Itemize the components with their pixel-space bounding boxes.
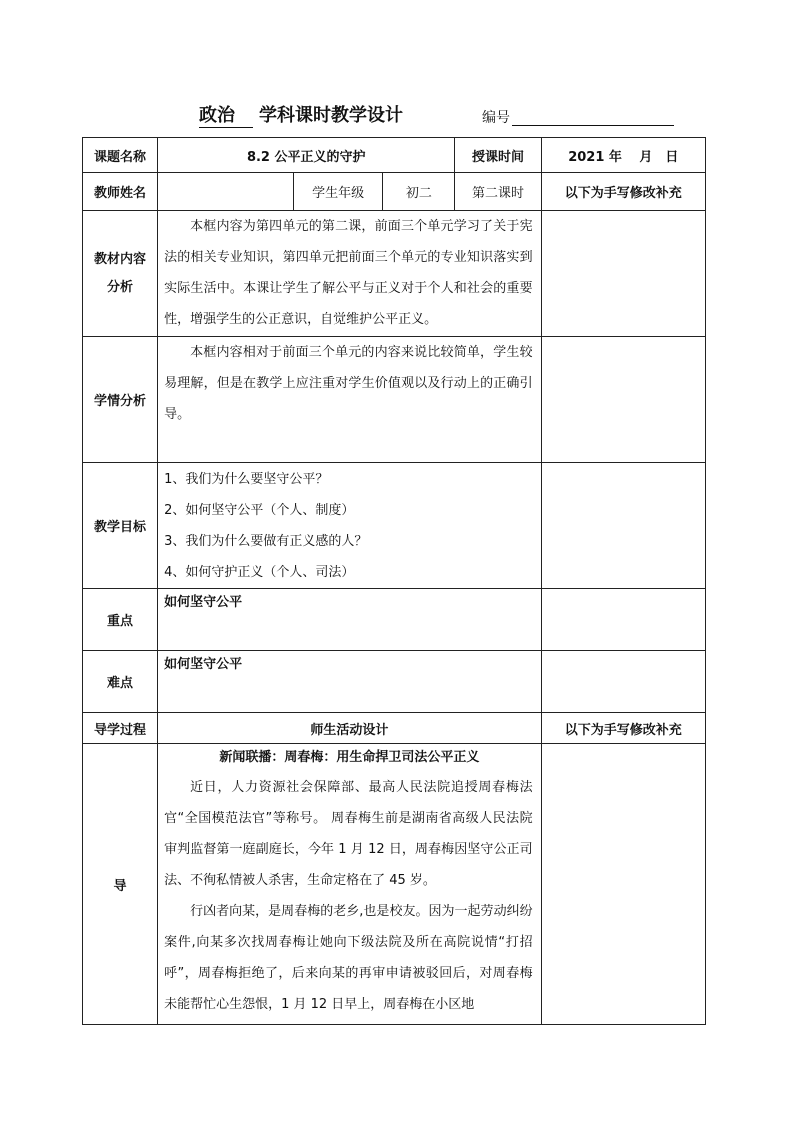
table-row bbox=[83, 744, 706, 1025]
key-point-label: 重点 bbox=[83, 589, 158, 651]
topic-value: 8.2 公平正义的守护 bbox=[158, 138, 455, 173]
number-label: 编号 bbox=[482, 110, 510, 126]
learner-analysis-cell bbox=[158, 337, 542, 463]
supplement-label: 以下为手写修改补充 bbox=[541, 173, 705, 211]
process-supplement-label: 以下为手写修改补充 bbox=[541, 713, 705, 744]
textbook-label-line1: 教材内容 bbox=[94, 251, 147, 267]
time-value: 2021 年 月 日 bbox=[541, 138, 705, 173]
difficulty-cell bbox=[158, 651, 542, 713]
grade-label: 学生年级 bbox=[294, 173, 383, 211]
table-row bbox=[83, 651, 706, 713]
grade-value: 初二 bbox=[383, 173, 455, 211]
table-row bbox=[83, 173, 706, 211]
key-point-text: 如何坚守公平 bbox=[164, 595, 243, 610]
table-row bbox=[83, 211, 706, 337]
goals-supplement-cell bbox=[541, 463, 705, 589]
goals-cell bbox=[158, 463, 542, 589]
difficulty-label: 难点 bbox=[83, 651, 158, 713]
intro-label: 导 bbox=[83, 744, 158, 1025]
table-row bbox=[83, 589, 706, 651]
difficulty-supplement-cell bbox=[541, 651, 705, 713]
goal-item: 1、我们为什么要坚守公平？ bbox=[164, 471, 329, 487]
document-header bbox=[0, 103, 794, 133]
document-title: 学科课时教学设计 bbox=[259, 105, 403, 126]
table-row bbox=[83, 713, 706, 744]
key-point-cell bbox=[158, 589, 542, 651]
news-paragraph-2: 行凶者向某，是周春梅的老乡,也是校友。因为一起劳动纠纷案件,向某多次找周春梅让她向下级法院及所在高院说情“打招呼”，周春梅拒绝了，后来向某的再审申请被驳回后，对周春梅未能帮忙心生怨恨，1 月 12 日早上，周春梅在小区地 bbox=[164, 904, 533, 1012]
lesson-plan-table bbox=[82, 137, 706, 1025]
textbook-analysis-text: 本框内容为第四单元的第二课，前面三个单元学习了关于宪法的相关专业知识，第四单元把前面三个单元的专业知识落实到实际生活中。本课让学生了解公平与正义对于个人和社会的重要性，增强学生的公正意识，自觉维护公平正义。 bbox=[164, 219, 533, 327]
news-title: 新闻联播：周春梅：用生命捍卫司法公平正义 bbox=[219, 750, 480, 765]
key-point-supplement-cell bbox=[541, 589, 705, 651]
number-blank-line bbox=[512, 125, 674, 126]
table-row bbox=[83, 138, 706, 173]
teacher-label: 教师姓名 bbox=[83, 173, 158, 211]
process-label: 导学过程 bbox=[83, 713, 158, 744]
news-paragraph-1: 近日，人力资源社会保障部、最高人民法院追授周春梅法官“全国模范法官”等称号。 周春梅生前是湖南省高级人民法院审判监督第一庭副庭长，今年 1 月 12 日，周春梅因坚守公正司法、不徇私情被人杀害，生命定格在了 45 岁。 bbox=[164, 780, 533, 888]
learner-analysis-label: 学情分析 bbox=[83, 337, 158, 463]
topic-label: 课题名称 bbox=[83, 138, 158, 173]
goal-item: 4、如何守护正义（个人、司法） bbox=[164, 564, 355, 580]
textbook-analysis-label bbox=[83, 211, 158, 337]
table-row bbox=[83, 337, 706, 463]
learner-analysis-text: 本框内容相对于前面三个单元的内容来说比较简单，学生较易理解，但是在教学上应注重对学生价值观以及行动上的正确引导。 bbox=[164, 345, 533, 422]
intro-cell bbox=[158, 744, 542, 1025]
textbook-analysis-cell bbox=[158, 211, 542, 337]
subject-name: 政治 bbox=[199, 105, 253, 128]
textbook-label-line2: 分析 bbox=[107, 279, 134, 295]
table-row bbox=[83, 463, 706, 589]
design-label: 师生活动设计 bbox=[158, 713, 542, 744]
goal-item: 3、我们为什么要做有正义感的人？ bbox=[164, 533, 368, 549]
textbook-supplement-cell bbox=[541, 211, 705, 337]
intro-supplement-cell bbox=[541, 744, 705, 1025]
goals-label: 教学目标 bbox=[83, 463, 158, 589]
teacher-value bbox=[158, 173, 294, 211]
learner-supplement-cell bbox=[541, 337, 705, 463]
goal-item: 2、如何坚守公平（个人、制度） bbox=[164, 502, 355, 518]
difficulty-text: 如何坚守公平 bbox=[164, 657, 243, 672]
period-value: 第二课时 bbox=[455, 173, 541, 211]
time-label: 授课时间 bbox=[455, 138, 541, 173]
